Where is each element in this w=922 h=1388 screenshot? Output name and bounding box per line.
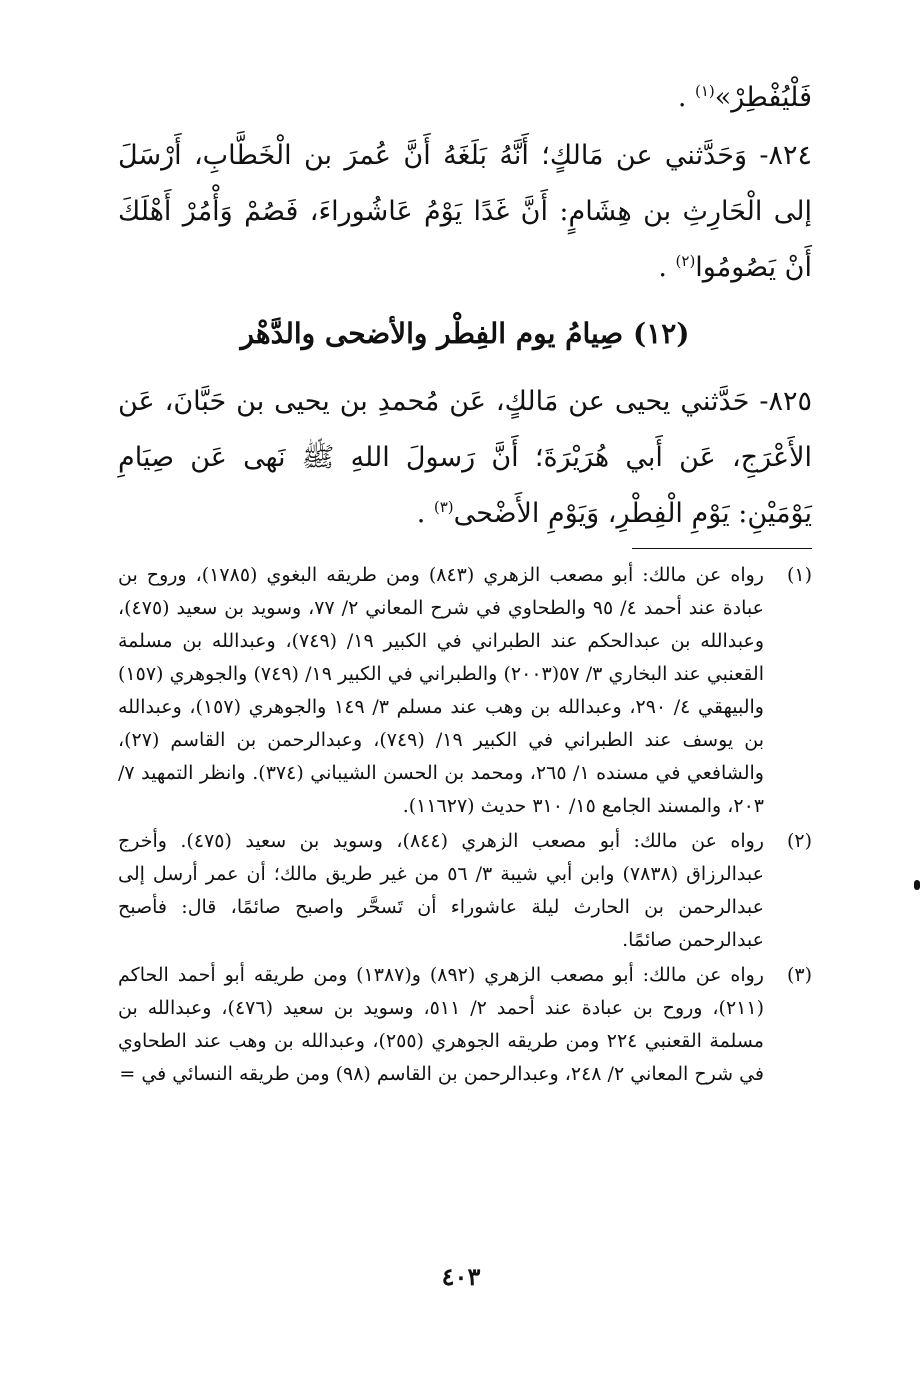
hadith-825 — [118, 374, 812, 542]
footnote-ref-3[interactable]: (٣) — [433, 498, 454, 516]
footnote-divider — [632, 548, 812, 549]
footnote-1 — [118, 559, 812, 823]
footnotes-section — [118, 559, 812, 1091]
footnote-3-number: (٣) — [786, 964, 812, 986]
page-number: ٤٠٣ — [441, 1262, 481, 1291]
footnote-2 — [118, 825, 812, 957]
hadith-825-text: حَدَّثني يحيى عن مَالكٍ، عَن مُحمدِ بن يحيى بن حَبَّانَ، عَن الأَعْرَجِ، عَن أَبي هُرَيْرَةَ؛ أَنَّ رَسولَ اللهِ ﷺ نَهى عَن صِيَامِ يَوْمَيْنِ: يَوْمِ الْفِطْرِ، وَيَوْمِ الأَضْحى — [118, 386, 812, 529]
hadith-824-end: . — [658, 252, 676, 283]
footnote-2-number: (٢) — [786, 830, 812, 852]
footnote-1-number: (١) — [786, 564, 812, 586]
hadith-824-text: وَحَدَّثني عن مَالكٍ؛ أَنَّهُ بَلَغَهُ أَنَّ عُمرَ بن الْخَطَّابِ، أَرْسَلَ إلى الْحَارِثِ بن هِشَامٍ: أَنَّ غَدًا يَوْمُ عَاشُوراءَ، فَصُمْ وَأْمُرْ أَهْلَكَ أَنْ يَصُومُوا — [118, 140, 812, 283]
page-body — [118, 70, 812, 1093]
footnote-3-text: رواه عن مالك: أبو مصعب الزهري (٨٩٢) و(١٣٨٧) ومن طريقه أبو أحمد الحاكم (٢١١)، وروح بن عبادة عند أحمد ٢/ ٥١١، وسويد بن سعيد (٤٧٦)، وعبدالله بن مسلمة القعنبي ٢٢٤ ومن طريقه الجوهري (٢٥٥)، وعبدالله بن وهب عند الطحاوي في شرح المعاني ٢/ ٢٤٨، وعبدالرحمن بن القاسم (٩٨) ومن طريقه النسائي في = — [118, 964, 765, 1085]
scan-edge-mark — [914, 880, 920, 890]
hadith-825-end: . — [416, 498, 434, 529]
hadith-824-number: ٨٢٤- — [746, 140, 812, 171]
footnote-1-text: رواه عن مالك: أبو مصعب الزهري (٨٤٣) ومن طريقه البغوي (١٧٨٥)، وروح بن عبادة عند أحمد ٤/ ٩٥ والطحاوي في شرح المعاني ٢/ ٧٧، وسويد بن سعيد (٤٧٥)، وعبدالله بن عبدالحكم عند الطبراني في الكبير ١٩/ (٧٤٩)، وعبدالله بن مسلمة القعنبي عند البخاري ٣/ ٥٧(٢٠٠٣) والطبراني في الكبير ١٩/ (٧٤٩) والجوهري (١٥٧) والبيهقي ٤/ ٢٩٠، وعبدالله بن وهب عند مسلم ٣/ ١٤٩ والجوهري (١٥٧)، وعبدالله بن يوسف عند الطبراني في الكبير ١٩/ (٧٤٩)، وعبدالرحمن بن القاسم (٢٧)، والشافعي في مسنده ١/ ٢٦٥، ومحمد بن الحسن الشيباني (٣٧٤). وانظر التمهيد ٧/ ٢٠٣، والمسند الجامع ١٥/ ٣١٠ حديث (١١٦٢٧). — [118, 564, 764, 817]
footnote-ref-1[interactable]: (١) — [695, 82, 715, 100]
hadith-824 — [118, 128, 812, 296]
footnote-3 — [118, 959, 812, 1091]
footnote-2-text: رواه عن مالك: أبو مصعب الزهري (٨٤٤)، وسويد بن سعيد (٤٧٥). وأخرج عبدالرزاق (٧٨٣٨) وابن أبي شيبة ٣/ ٥٦ من غير طريق مالك؛ أن عمر أرسل إلى عبدالرحمن بن الحارث ليلة عاشوراء أن تَسحَّر واصبح صائمًا، قال: فأصبح عبدالرحمن صائمًا. — [118, 830, 764, 951]
continuation-line — [118, 70, 812, 126]
continuation-end: . — [677, 82, 695, 113]
chapter-title: (١٢) صِيامُ يوم الفِطْر والأضحى والدَّهْر — [240, 317, 690, 350]
continuation-text: فَلْيُفْطِرْ» — [714, 82, 812, 113]
hadith-825-number: ٨٢٥- — [749, 386, 812, 417]
footnote-ref-2[interactable]: (٢) — [675, 252, 696, 270]
